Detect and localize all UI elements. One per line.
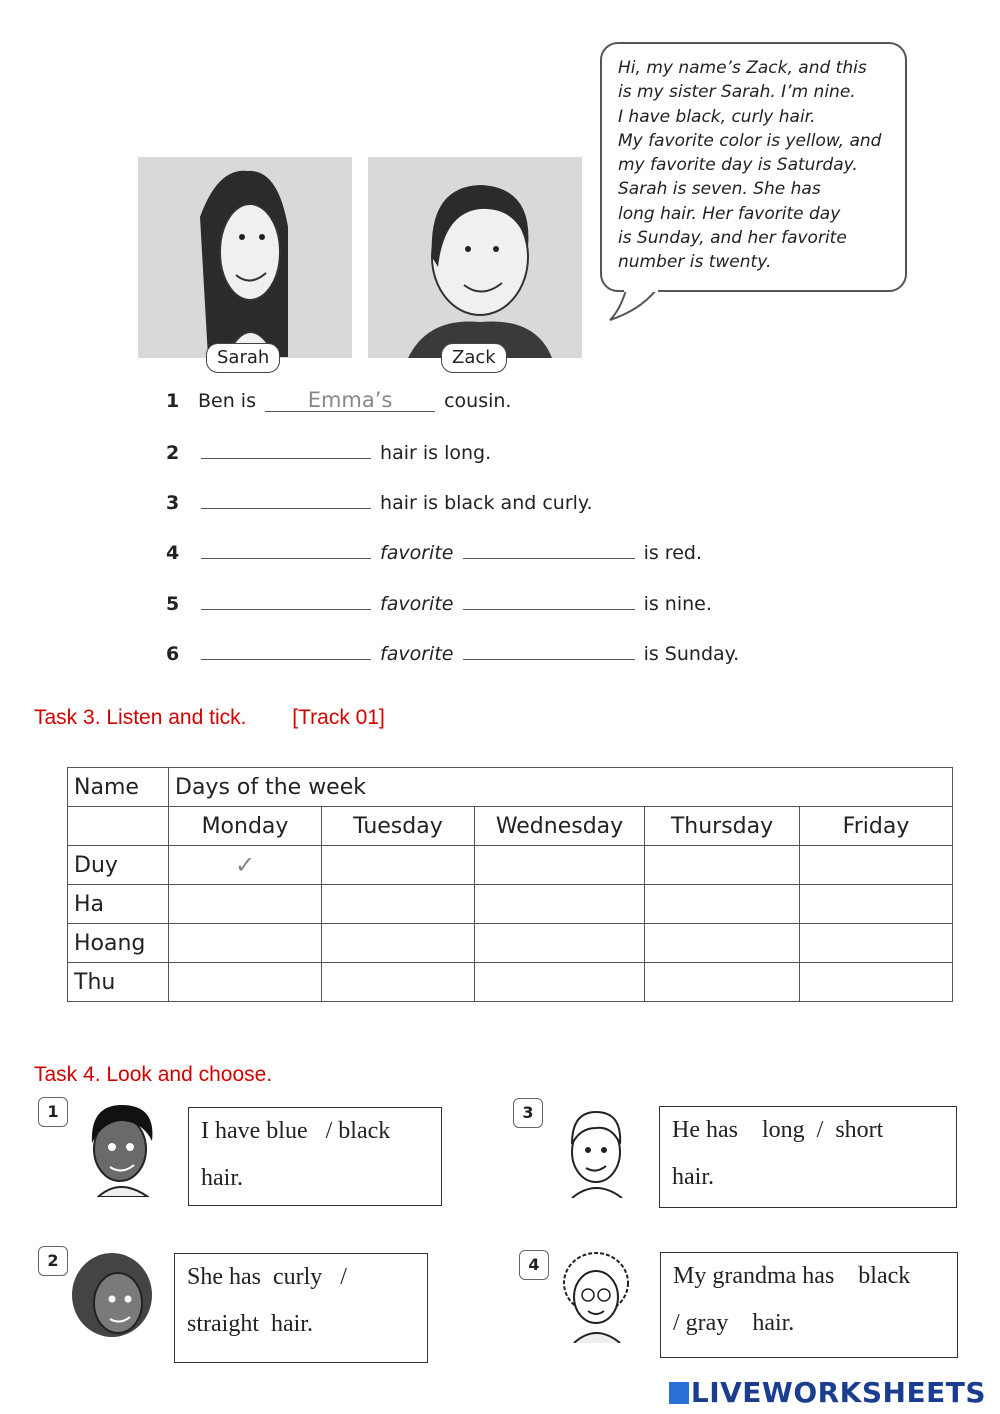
day-header: Wednesday bbox=[475, 807, 645, 846]
task4-title: Task 4. Look and choose. bbox=[34, 1063, 273, 1086]
tick-cell[interactable] bbox=[169, 924, 322, 963]
task3-title bbox=[34, 706, 385, 730]
choice-box-4[interactable]: My grandma has black / gray hair. bbox=[660, 1252, 958, 1358]
answer-blank-4b[interactable] bbox=[463, 538, 635, 559]
item-number: 5 bbox=[166, 593, 180, 615]
day-header: Monday bbox=[169, 807, 322, 846]
exercise-item-5 bbox=[166, 589, 712, 617]
tick-cell[interactable] bbox=[322, 885, 475, 924]
answer-blank-5b[interactable] bbox=[463, 589, 635, 610]
tick-cell[interactable] bbox=[475, 846, 645, 885]
answer-blank-5a[interactable] bbox=[201, 589, 371, 610]
tick-cell[interactable] bbox=[322, 924, 475, 963]
tick-cell[interactable] bbox=[169, 963, 322, 1002]
item-text: favorite bbox=[380, 593, 454, 615]
bubble-line: my favorite day is Saturday. bbox=[618, 155, 858, 176]
tick-cell[interactable] bbox=[800, 924, 953, 963]
row-name: Duy bbox=[68, 846, 169, 885]
header-name: Name bbox=[68, 768, 169, 807]
zack-picture bbox=[368, 157, 582, 358]
empty-cell bbox=[68, 807, 169, 846]
zack-illustration bbox=[368, 157, 582, 358]
sarah-label: Sarah bbox=[206, 343, 280, 373]
exercise-item-6 bbox=[166, 639, 739, 667]
girl-curly-hair-icon bbox=[68, 1249, 158, 1349]
brand-text: LIVEWORKSHEETS bbox=[690, 1376, 986, 1409]
item-number: 3 bbox=[166, 492, 180, 514]
tick-cell[interactable] bbox=[475, 885, 645, 924]
item-number: 6 bbox=[166, 643, 180, 665]
item-text: Ben is bbox=[198, 390, 256, 412]
item-number-badge: 3 bbox=[513, 1098, 543, 1128]
bubble-line: Sarah is seven. She has bbox=[618, 179, 821, 200]
tick-cell[interactable] bbox=[645, 846, 800, 885]
answer-blank-6a[interactable] bbox=[201, 639, 371, 660]
exercise-item-2 bbox=[166, 438, 491, 466]
grandma-gray-hair-icon bbox=[556, 1247, 636, 1343]
choice-box-2[interactable]: She has curly / straight hair. bbox=[174, 1253, 428, 1363]
day-header: Friday bbox=[800, 807, 953, 846]
item-number: 4 bbox=[166, 542, 180, 564]
answer-blank-4a[interactable] bbox=[201, 538, 371, 559]
exercise-item-3 bbox=[166, 488, 593, 516]
exercise-item-4 bbox=[166, 538, 702, 566]
bubble-line: My favorite color is yellow, and bbox=[618, 130, 882, 151]
item-number-badge: 1 bbox=[38, 1097, 68, 1127]
logo-mark-icon bbox=[669, 1382, 689, 1404]
item-number: 1 bbox=[166, 390, 180, 412]
answer-blank-1[interactable]: Emma’s bbox=[265, 389, 435, 412]
row-name: Thu bbox=[68, 963, 169, 1002]
tick-cell[interactable] bbox=[800, 963, 953, 1002]
task3-track: [Track 01] bbox=[292, 706, 385, 729]
speech-bubble bbox=[600, 42, 907, 292]
tick-cell[interactable] bbox=[169, 885, 322, 924]
item-text: hair is long. bbox=[380, 442, 492, 464]
tick-cell[interactable] bbox=[475, 924, 645, 963]
boy-short-hair-icon bbox=[556, 1102, 636, 1198]
bubble-line: long hair. Her favorite day bbox=[618, 203, 841, 224]
task3-title-text: Task 3. Listen and tick. bbox=[34, 706, 247, 729]
tick-cell[interactable] bbox=[645, 885, 800, 924]
choice-box-3[interactable]: He has long / short hair. bbox=[659, 1106, 957, 1208]
bubble-line: Hi, my name’s Zack, and this bbox=[618, 58, 867, 78]
bubble-tail bbox=[606, 288, 666, 324]
table-row bbox=[68, 846, 953, 885]
item-text: is nine. bbox=[643, 593, 712, 615]
sarah-picture bbox=[138, 157, 352, 358]
tick-cell[interactable] bbox=[645, 963, 800, 1002]
item-text: favorite bbox=[380, 643, 454, 665]
item-text: is red. bbox=[643, 542, 702, 564]
item-number-badge: 4 bbox=[519, 1250, 549, 1280]
bubble-line: is Sunday, and her favorite bbox=[618, 228, 847, 249]
row-name: Ha bbox=[68, 885, 169, 924]
table-row bbox=[68, 924, 953, 963]
sarah-illustration bbox=[138, 157, 352, 358]
day-header: Tuesday bbox=[322, 807, 475, 846]
row-name: Hoang bbox=[68, 924, 169, 963]
item-text: favorite bbox=[380, 542, 454, 564]
bubble-line: number is twenty. bbox=[618, 252, 772, 273]
answer-blank-3[interactable] bbox=[201, 488, 371, 509]
tick-cell[interactable] bbox=[322, 846, 475, 885]
tick-cell[interactable] bbox=[322, 963, 475, 1002]
tick-cell[interactable] bbox=[800, 846, 953, 885]
days-table bbox=[67, 767, 953, 1002]
tick-cell[interactable]: ✓ bbox=[169, 846, 322, 885]
zack-label: Zack bbox=[441, 343, 507, 373]
item-number-badge: 2 bbox=[38, 1246, 68, 1276]
item-text: is Sunday. bbox=[643, 643, 740, 665]
tick-cell[interactable] bbox=[800, 885, 953, 924]
item-text: hair is black and curly. bbox=[380, 492, 593, 514]
answer-blank-2[interactable] bbox=[201, 438, 371, 459]
item-number: 2 bbox=[166, 442, 180, 464]
table-row bbox=[68, 963, 953, 1002]
header-days: Days of the week bbox=[169, 768, 953, 807]
day-header: Thursday bbox=[645, 807, 800, 846]
tick-cell[interactable] bbox=[475, 963, 645, 1002]
choice-box-1[interactable]: I have blue / black hair. bbox=[188, 1107, 442, 1206]
liveworksheets-logo bbox=[669, 1376, 986, 1409]
exercise-item-1 bbox=[166, 387, 511, 415]
tick-cell[interactable] bbox=[645, 924, 800, 963]
bubble-line: I have black, curly hair. bbox=[618, 106, 816, 127]
table-row bbox=[68, 885, 953, 924]
bubble-line: is my sister Sarah. I’m nine. bbox=[618, 82, 856, 103]
boy-curly-dark-hair-icon bbox=[78, 1097, 162, 1197]
answer-blank-6b[interactable] bbox=[463, 639, 635, 660]
item-text: cousin. bbox=[444, 390, 512, 412]
